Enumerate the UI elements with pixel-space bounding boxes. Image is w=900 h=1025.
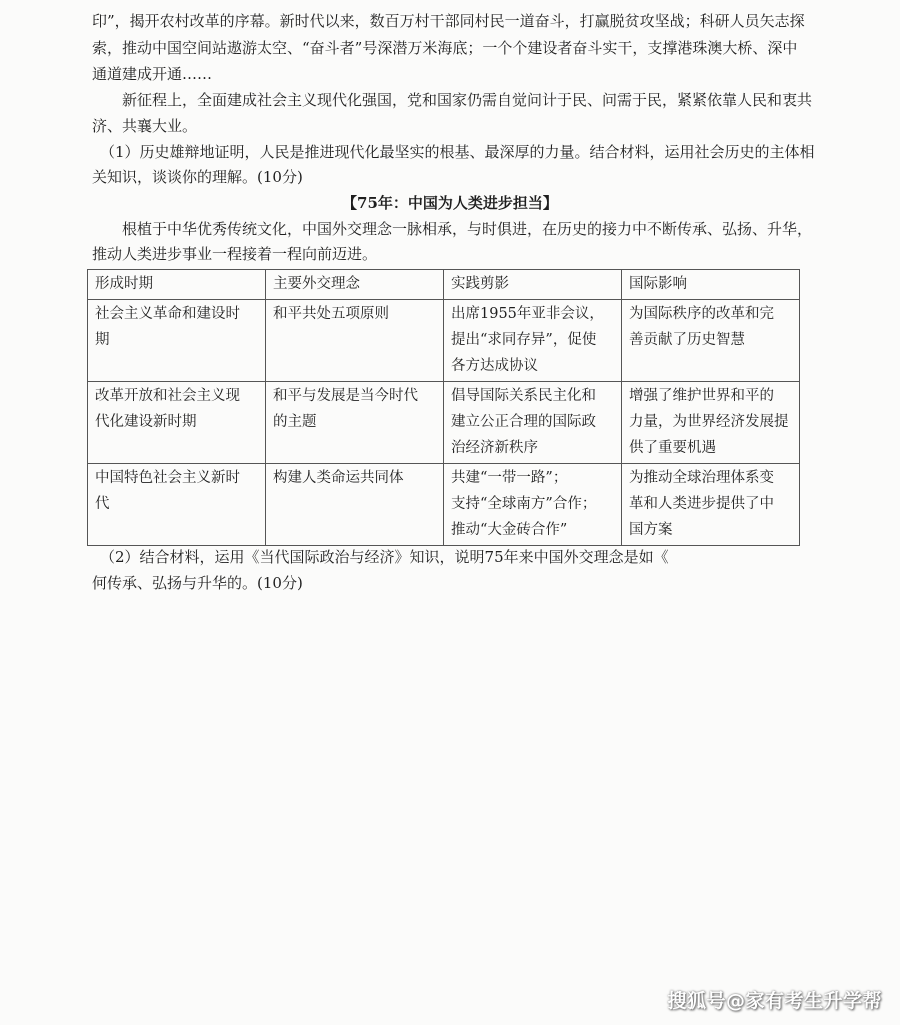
table-header-row: [88, 270, 800, 300]
material-text-line-5: 济、共襄大业。: [92, 117, 198, 135]
question-2-line-2: 何传承、弘扬与升华的。(10分): [92, 574, 303, 592]
table-row: [88, 464, 800, 546]
material-text-line-4: 新征程上，全面建成社会主义现代化强国，党和国家仍需自觉问计于民、问需于民，紧紧依靠人民和衷共: [122, 91, 813, 109]
cell-concept: 构建人类命运共同体: [266, 464, 444, 546]
cell-concept: 和平与发展是当今时代 的主题: [266, 382, 444, 464]
cell-impact: 增强了维护世界和平的 力量，为世界经济发展提 供了重要机遇: [622, 382, 800, 464]
cell-period: 社会主义革命和建设时 期: [88, 300, 266, 382]
cell-period: 改革开放和社会主义现 代化建设新时期: [88, 382, 266, 464]
cell-impact: 为推动全球治理体系变 革和人类进步提供了中 国方案: [622, 464, 800, 546]
cell-practice: 出席1955年亚非会议， 提出“求同存异”，促使 各方达成协议: [444, 300, 622, 382]
diplomacy-table: [87, 269, 800, 546]
watermark: 搜狐号@家有考生升学帮: [667, 990, 882, 1012]
material-text-line-1: 印”，揭开农村改革的序幕。新时代以来，数百万村干部同村民一道奋斗，打赢脱贫攻坚战；科研人员矢志探: [92, 12, 805, 30]
cell-period: 中国特色社会主义新时 代: [88, 464, 266, 546]
material-text-line-3: 通道建成开通……: [92, 65, 213, 83]
cell-concept: 和平共处五项原则: [266, 300, 444, 382]
header-period: 形成时期: [88, 270, 266, 300]
table-row: [88, 300, 800, 382]
question-1-line-1: （1）历史雄辩地证明，人民是推进现代化最坚实的根基、最深厚的力量。结合材料，运用社会历史的主体相: [100, 143, 815, 161]
section-intro-line-2: 推动人类进步事业一程接着一程向前迈进。: [92, 245, 378, 263]
header-practice: 实践剪影: [444, 270, 622, 300]
material-text-line-2: 索，推动中国空间站遨游太空、“奋斗者”号深潜万米海底；一个个建设者奋斗实干，支撑港珠澳大桥、深中: [92, 39, 798, 57]
section-intro-line-1: 根植于中华优秀传统文化，中国外交理念一脉相承，与时俱进，在历史的接力中不断传承、弘扬、升华，: [122, 220, 813, 238]
question-1-line-2: 关知识，谈谈你的理解。(10分): [92, 168, 303, 186]
cell-practice: 倡导国际关系民主化和 建立公正合理的国际政 治经济新秩序: [444, 382, 622, 464]
cell-practice: 共建“一带一路”； 支持“全球南方”合作； 推动“大金砖合作”: [444, 464, 622, 546]
header-concept: 主要外交理念: [266, 270, 444, 300]
header-impact: 国际影响: [622, 270, 800, 300]
section-heading: 【75年：中国为人类进步担当】: [342, 194, 558, 212]
cell-impact: 为国际秩序的改革和完 善贡献了历史智慧: [622, 300, 800, 382]
question-2-line-1: （2）结合材料，运用《当代国际政治与经济》知识，说明75年来中国外交理念是如《: [100, 548, 669, 566]
table-row: [88, 382, 800, 464]
